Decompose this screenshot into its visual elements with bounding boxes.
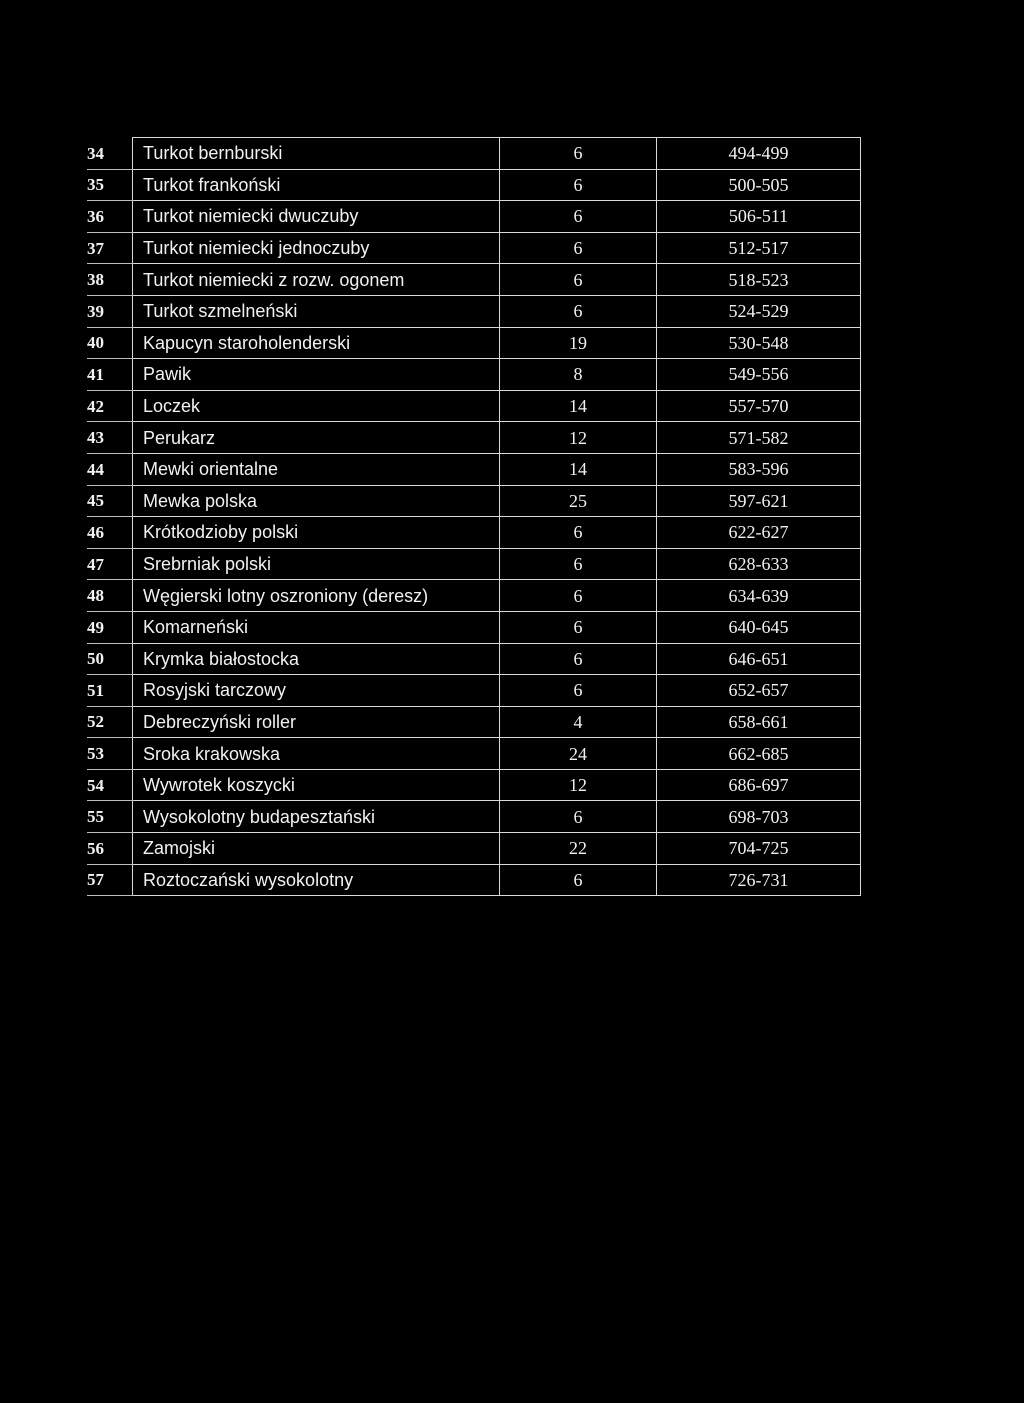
row-number: 57	[87, 864, 133, 896]
table-row	[87, 801, 861, 833]
breed-count: 22	[500, 833, 657, 865]
breed-count: 12	[500, 422, 657, 454]
breed-name: Turkot bernburski	[133, 138, 500, 170]
row-number: 56	[87, 833, 133, 865]
breed-count: 6	[500, 138, 657, 170]
table-row	[87, 264, 861, 296]
number-range: 698-703	[657, 801, 861, 833]
number-range: 557-570	[657, 390, 861, 422]
breed-name: Wywrotek koszycki	[133, 769, 500, 801]
table-row	[87, 327, 861, 359]
breed-name: Wysokolotny budapesztański	[133, 801, 500, 833]
row-number: 49	[87, 611, 133, 643]
breed-count: 14	[500, 390, 657, 422]
table-row	[87, 295, 861, 327]
breed-name: Turkot niemiecki z rozw. ogonem	[133, 264, 500, 296]
breed-count: 12	[500, 769, 657, 801]
number-range: 622-627	[657, 517, 861, 549]
row-number: 40	[87, 327, 133, 359]
breed-count: 6	[500, 295, 657, 327]
table-row	[87, 201, 861, 233]
table-row	[87, 232, 861, 264]
table-row	[87, 833, 861, 865]
row-number: 54	[87, 769, 133, 801]
table-row	[87, 706, 861, 738]
breed-name: Turkot szmelneński	[133, 295, 500, 327]
number-range: 646-651	[657, 643, 861, 675]
row-number: 46	[87, 517, 133, 549]
number-range: 634-639	[657, 580, 861, 612]
breed-name: Węgierski lotny oszroniony (deresz)	[133, 580, 500, 612]
breed-name: Debreczyński roller	[133, 706, 500, 738]
row-number: 44	[87, 453, 133, 485]
number-range: 597-621	[657, 485, 861, 517]
table-row	[87, 738, 861, 770]
table-row	[87, 769, 861, 801]
breed-count: 6	[500, 548, 657, 580]
number-range: 640-645	[657, 611, 861, 643]
number-range: 686-697	[657, 769, 861, 801]
breeds-table-body	[87, 138, 861, 896]
breed-name: Turkot frankoński	[133, 169, 500, 201]
table-row	[87, 643, 861, 675]
number-range: 512-517	[657, 232, 861, 264]
breed-count: 6	[500, 201, 657, 233]
number-range: 726-731	[657, 864, 861, 896]
breed-name: Sroka krakowska	[133, 738, 500, 770]
row-number: 35	[87, 169, 133, 201]
breeds-table	[87, 137, 861, 896]
breed-name: Krymka białostocka	[133, 643, 500, 675]
number-range: 494-499	[657, 138, 861, 170]
row-number: 45	[87, 485, 133, 517]
breed-count: 6	[500, 643, 657, 675]
breed-name: Perukarz	[133, 422, 500, 454]
row-number: 51	[87, 675, 133, 707]
number-range: 500-505	[657, 169, 861, 201]
number-range: 662-685	[657, 738, 861, 770]
number-range: 628-633	[657, 548, 861, 580]
breed-count: 6	[500, 580, 657, 612]
breed-count: 6	[500, 517, 657, 549]
breed-count: 25	[500, 485, 657, 517]
row-number: 38	[87, 264, 133, 296]
row-number: 42	[87, 390, 133, 422]
number-range: 704-725	[657, 833, 861, 865]
number-range: 549-556	[657, 359, 861, 391]
breed-count: 6	[500, 264, 657, 296]
row-number: 52	[87, 706, 133, 738]
number-range: 524-529	[657, 295, 861, 327]
table-row	[87, 485, 861, 517]
table-row	[87, 611, 861, 643]
row-number: 37	[87, 232, 133, 264]
table-row	[87, 422, 861, 454]
breed-name: Mewki orientalne	[133, 453, 500, 485]
row-number: 48	[87, 580, 133, 612]
table-row	[87, 548, 861, 580]
row-number: 34	[87, 138, 133, 170]
number-range: 583-596	[657, 453, 861, 485]
breed-name: Krótkodzioby polski	[133, 517, 500, 549]
breeds-table-container	[87, 137, 861, 896]
breed-name: Mewka polska	[133, 485, 500, 517]
breed-name: Loczek	[133, 390, 500, 422]
breed-name: Zamojski	[133, 833, 500, 865]
row-number: 50	[87, 643, 133, 675]
table-row	[87, 517, 861, 549]
number-range: 506-511	[657, 201, 861, 233]
breed-name: Roztoczański wysokolotny	[133, 864, 500, 896]
table-row	[87, 864, 861, 896]
row-number: 47	[87, 548, 133, 580]
table-row	[87, 580, 861, 612]
row-number: 43	[87, 422, 133, 454]
row-number: 41	[87, 359, 133, 391]
breed-count: 6	[500, 169, 657, 201]
breed-count: 6	[500, 864, 657, 896]
breed-count: 14	[500, 453, 657, 485]
breed-count: 6	[500, 232, 657, 264]
breed-name: Rosyjski tarczowy	[133, 675, 500, 707]
number-range: 518-523	[657, 264, 861, 296]
table-row	[87, 453, 861, 485]
breed-count: 4	[500, 706, 657, 738]
breed-name: Turkot niemiecki dwuczuby	[133, 201, 500, 233]
number-range: 530-548	[657, 327, 861, 359]
breed-count: 6	[500, 611, 657, 643]
table-row	[87, 390, 861, 422]
row-number: 55	[87, 801, 133, 833]
number-range: 658-661	[657, 706, 861, 738]
breed-count: 8	[500, 359, 657, 391]
breed-name: Kapucyn staroholenderski	[133, 327, 500, 359]
breed-name: Turkot niemiecki jednoczuby	[133, 232, 500, 264]
table-row	[87, 675, 861, 707]
number-range: 652-657	[657, 675, 861, 707]
table-row	[87, 138, 861, 170]
table-row	[87, 359, 861, 391]
breed-count: 6	[500, 801, 657, 833]
row-number: 36	[87, 201, 133, 233]
table-row	[87, 169, 861, 201]
breed-count: 24	[500, 738, 657, 770]
breed-count: 19	[500, 327, 657, 359]
breed-name: Pawik	[133, 359, 500, 391]
number-range: 571-582	[657, 422, 861, 454]
breed-name: Komarneński	[133, 611, 500, 643]
breed-count: 6	[500, 675, 657, 707]
row-number: 39	[87, 295, 133, 327]
row-number: 53	[87, 738, 133, 770]
breed-name: Srebrniak polski	[133, 548, 500, 580]
